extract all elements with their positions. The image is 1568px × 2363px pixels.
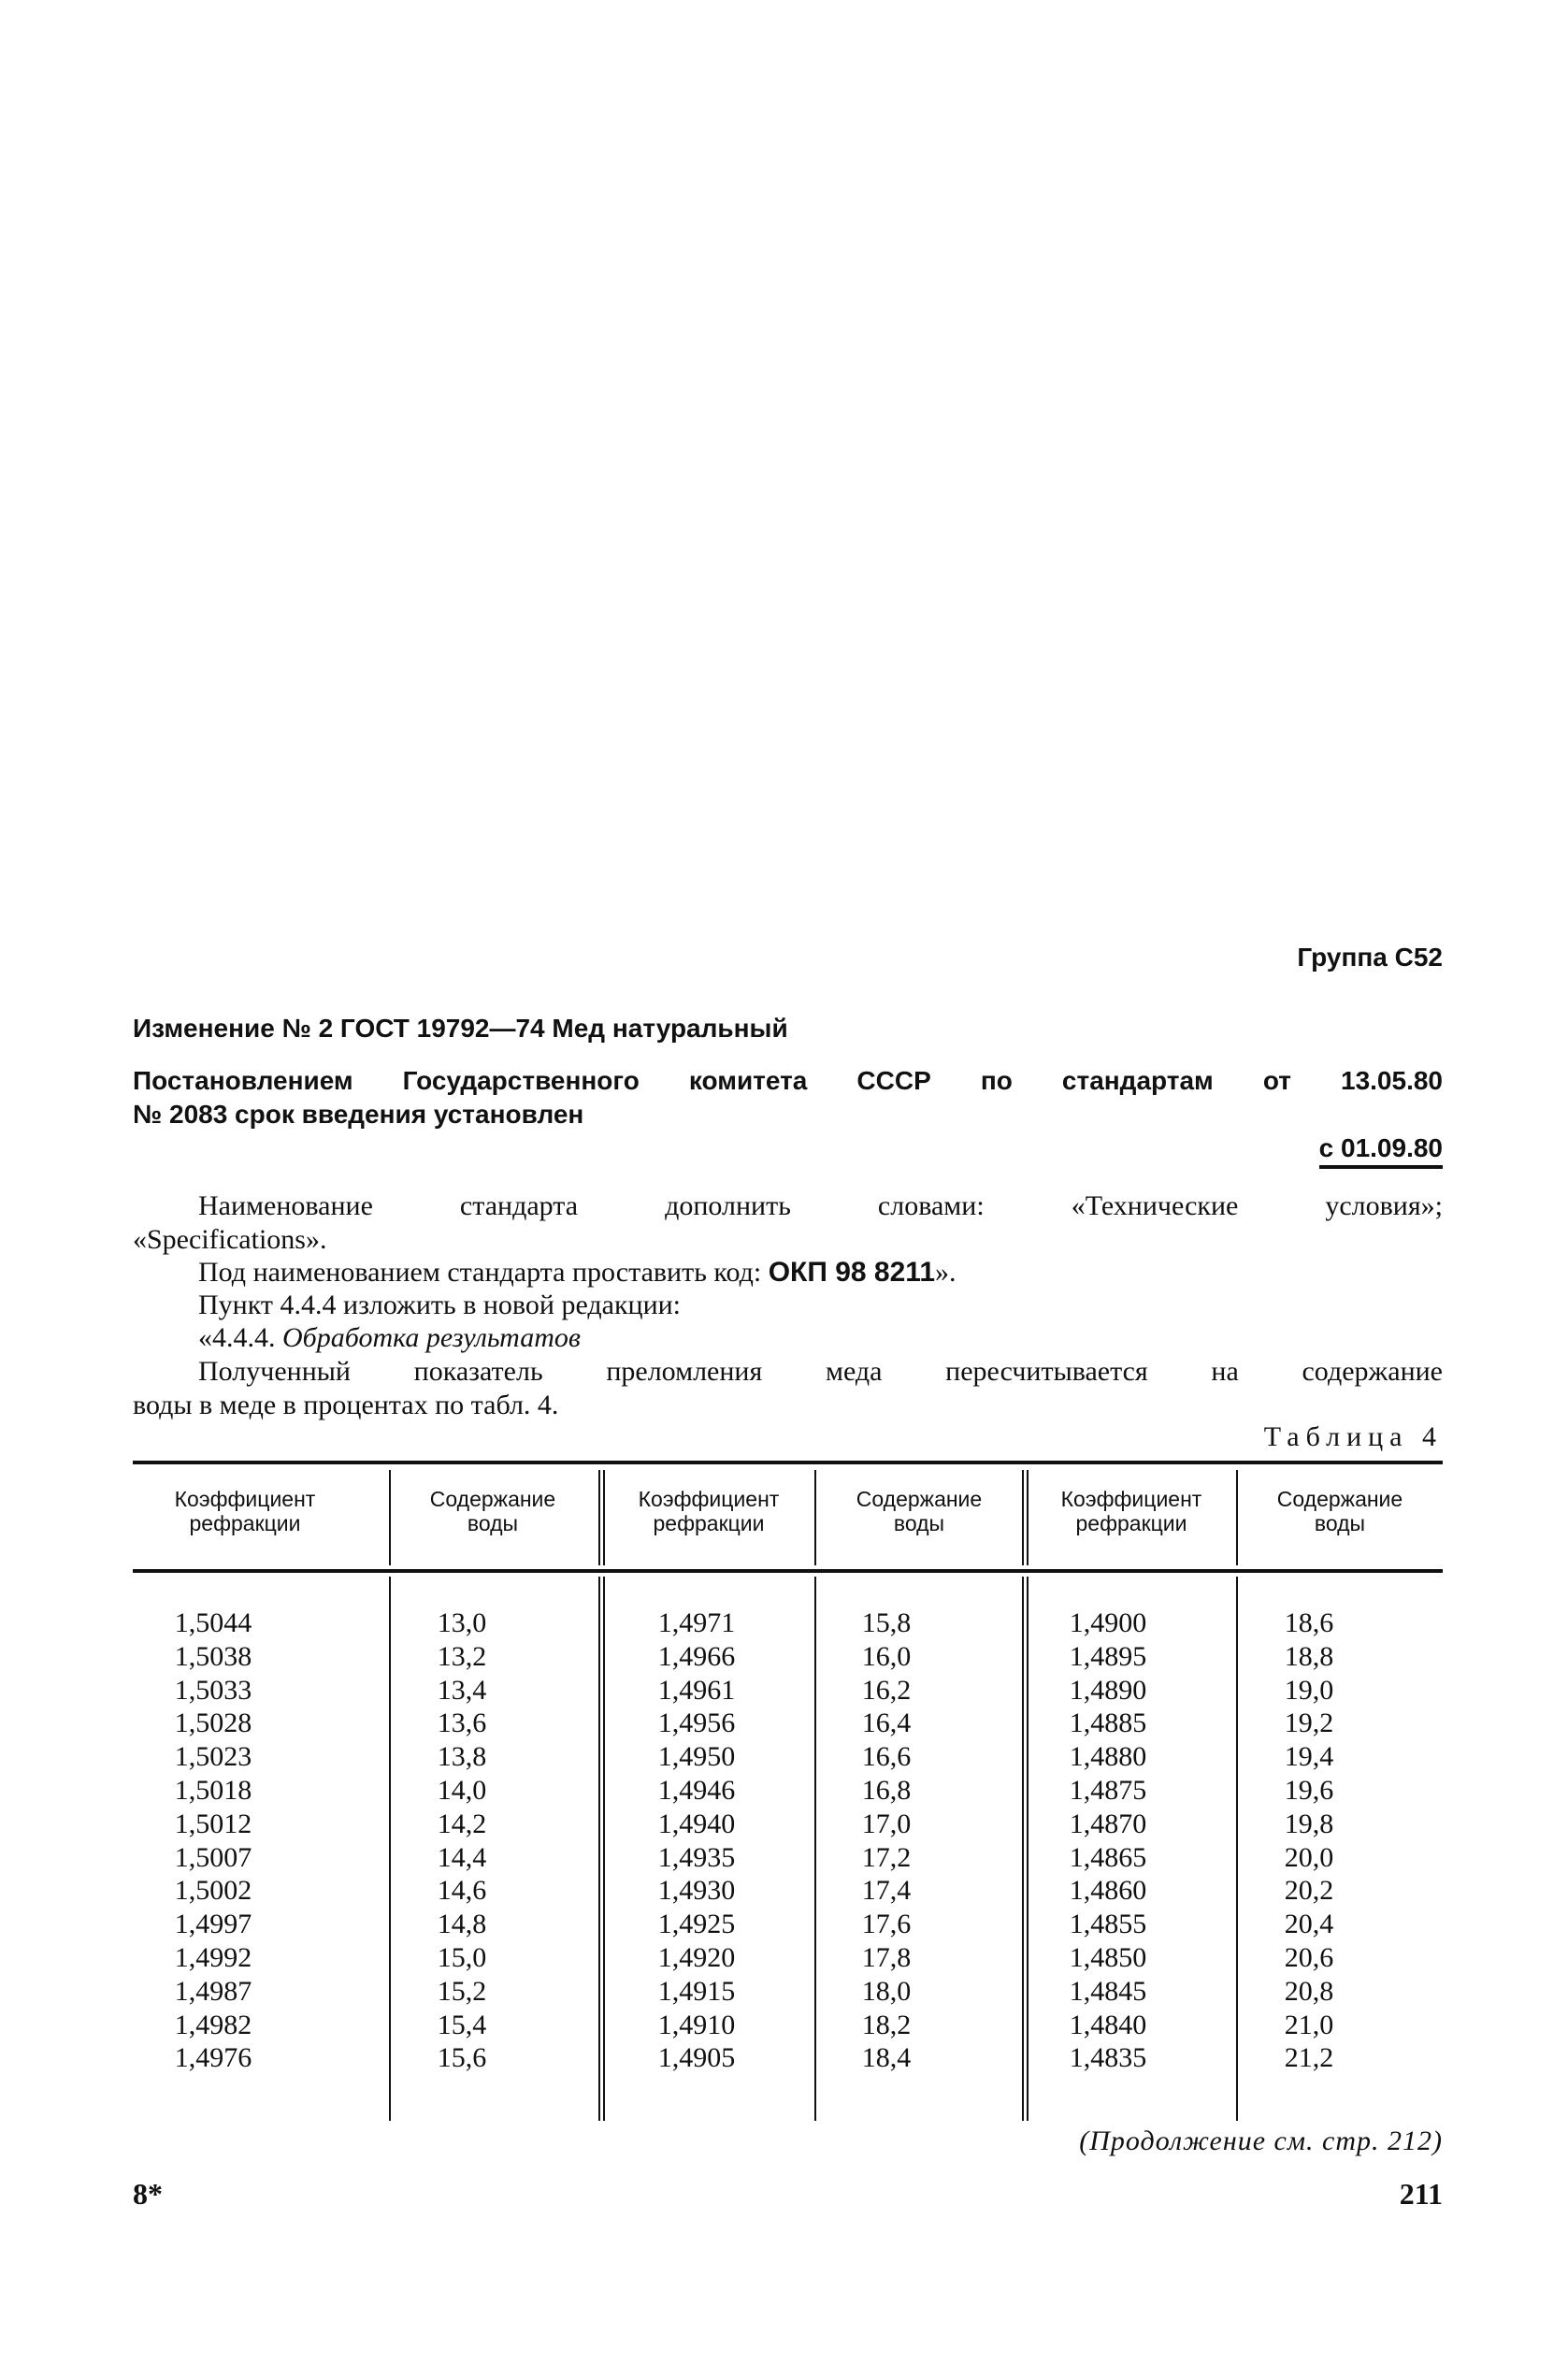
column-divider xyxy=(598,1577,600,2121)
group-label: Группа С52 xyxy=(1297,943,1443,972)
table-cell: 15,6 xyxy=(437,2042,487,2074)
continuation-note: (Продолжение см. стр. 212) xyxy=(1079,2125,1443,2156)
header-line: Содержание xyxy=(1276,1487,1403,1511)
table-cell: 14,4 xyxy=(437,1841,487,1873)
column-divider xyxy=(1236,1577,1238,2121)
header-refraction-coefficient xyxy=(1038,1487,1225,1535)
table-cell: 1,5028 xyxy=(174,1707,252,1739)
table-cell: 1,4946 xyxy=(657,1774,736,1806)
table-cell: 14,6 xyxy=(437,1875,487,1907)
header-refraction-coefficient xyxy=(151,1487,338,1535)
column-divider xyxy=(1022,1577,1024,2121)
table-cell: 16,4 xyxy=(861,1707,912,1739)
clause-number: «4.4.4. xyxy=(198,1322,282,1353)
decree-line-1: Постановлением Государственного комитета СССР по стандартам от 13.05.80 xyxy=(133,1066,1443,1095)
table-cell: 1,5012 xyxy=(174,1808,252,1839)
table-cell: 20,0 xyxy=(1284,1841,1334,1873)
table-cell: 1,4880 xyxy=(1069,1741,1147,1773)
table-cell: 19,6 xyxy=(1284,1774,1334,1806)
table-cell: 1,4940 xyxy=(657,1808,736,1839)
table-cell: 1,4930 xyxy=(657,1875,736,1907)
table-top-rule xyxy=(133,1461,1443,1464)
table-cell: 19,4 xyxy=(1284,1741,1334,1773)
table-cell: 20,2 xyxy=(1284,1875,1334,1907)
table-cell: 16,6 xyxy=(861,1741,912,1773)
table-cell: 17,6 xyxy=(861,1909,912,1940)
table-cell: 1,4895 xyxy=(1069,1640,1147,1672)
table-cell: 20,6 xyxy=(1284,1941,1334,1973)
table-cell: 16,2 xyxy=(861,1674,912,1706)
header-line: Содержание xyxy=(856,1487,983,1511)
header-refraction-coefficient xyxy=(615,1487,802,1535)
header-line: рефракции xyxy=(1075,1511,1187,1535)
effective-date: с 01.09.80 xyxy=(1319,1133,1443,1169)
table-cell: 21,2 xyxy=(1284,2042,1334,2074)
column-divider xyxy=(598,1470,600,1565)
table-cell: 18,8 xyxy=(1284,1640,1334,1672)
table-cell: 16,8 xyxy=(861,1774,912,1806)
table-cell: 20,8 xyxy=(1284,1975,1334,2007)
column-divider xyxy=(389,1577,391,2121)
column-divider xyxy=(603,1577,605,2121)
table-cell: 13,8 xyxy=(437,1741,487,1773)
table-cell: 1,4987 xyxy=(174,1975,252,2007)
table-cell: 17,4 xyxy=(861,1875,912,1907)
table-cell: 1,4890 xyxy=(1069,1674,1147,1706)
header-line: воды xyxy=(893,1511,945,1535)
table-cell: 1,5044 xyxy=(174,1607,252,1638)
header-line: воды xyxy=(467,1511,519,1535)
table-cell: 1,4845 xyxy=(1069,1975,1147,2007)
table-cell: 13,0 xyxy=(437,1607,487,1638)
table-cell: 17,0 xyxy=(861,1808,912,1839)
table-cell: 19,2 xyxy=(1284,1707,1334,1739)
table-cell: 20,4 xyxy=(1284,1909,1334,1940)
table-cell: 1,4982 xyxy=(174,2009,252,2040)
page-number: 211 xyxy=(1399,2177,1443,2211)
table-cell: 18,4 xyxy=(861,2042,912,2074)
column-divider xyxy=(603,1470,605,1565)
paragraph-2 xyxy=(198,1256,957,1290)
clause-title: Обработка результатов xyxy=(282,1322,581,1353)
paragraph-1-line-1: Наименование стандарта дополнить словами: «Технические условия»; xyxy=(198,1190,1443,1221)
table-cell: 1,5038 xyxy=(174,1640,252,1672)
table-cell: 1,4915 xyxy=(657,1975,736,2007)
decree-line-2: № 2083 срок введения установлен xyxy=(133,1100,584,1129)
table-cell: 1,4865 xyxy=(1069,1841,1147,1873)
header-line: воды xyxy=(1314,1511,1366,1535)
table-cell: 1,4860 xyxy=(1069,1875,1147,1907)
column-water-1 xyxy=(392,1607,532,2075)
table-cell: 1,4925 xyxy=(657,1909,736,1940)
table-cell: 1,5033 xyxy=(174,1674,252,1706)
header-line: Коэффициент xyxy=(174,1487,316,1511)
table-cell: 1,4992 xyxy=(174,1941,252,1973)
table-cell: 14,0 xyxy=(437,1774,487,1806)
paragraph-2-end: ». xyxy=(935,1257,957,1288)
column-divider xyxy=(814,1470,816,1565)
column-water-3 xyxy=(1239,1607,1379,2075)
table-cell: 1,4870 xyxy=(1069,1808,1147,1839)
table-cell: 1,4956 xyxy=(657,1707,736,1739)
paragraph-3: Пункт 4.4.4 изложить в новой редакции: xyxy=(198,1290,682,1320)
table-cell: 1,5018 xyxy=(174,1774,252,1806)
table-caption: Таблица 4 xyxy=(1263,1421,1443,1452)
table-header-rule xyxy=(133,1569,1443,1573)
paragraph-1-line-2: «Specifications». xyxy=(133,1224,327,1255)
table-cell: 14,8 xyxy=(437,1909,487,1940)
table-cell: 19,8 xyxy=(1284,1808,1334,1839)
table-cell: 1,4840 xyxy=(1069,2009,1147,2040)
header-line: рефракции xyxy=(653,1511,765,1535)
table-cell: 1,4910 xyxy=(657,2009,736,2040)
table-cell: 1,4966 xyxy=(657,1640,736,1672)
column-divider xyxy=(389,1470,391,1565)
table-cell: 1,5007 xyxy=(174,1841,252,1873)
table-cell: 1,4850 xyxy=(1069,1941,1147,1973)
table-cell: 1,4935 xyxy=(657,1841,736,1873)
table-cell: 15,0 xyxy=(437,1941,487,1973)
table-cell: 18,0 xyxy=(861,1975,912,2007)
okp-code: ОКП 98 8211 xyxy=(768,1257,936,1288)
signature-mark: 8* xyxy=(133,2177,163,2211)
paragraph-5-line-2: воды в меде в процентах по табл. 4. xyxy=(133,1390,559,1420)
column-divider xyxy=(1236,1470,1238,1565)
table-cell: 1,4950 xyxy=(657,1741,736,1773)
table-cell: 1,4920 xyxy=(657,1941,736,1973)
table-cell: 1,5023 xyxy=(174,1741,252,1773)
table-cell: 1,4900 xyxy=(1069,1607,1147,1638)
table-cell: 1,4961 xyxy=(657,1674,736,1706)
table-cell: 15,2 xyxy=(437,1975,487,2007)
table-cell: 1,4875 xyxy=(1069,1774,1147,1806)
table-cell: 1,4976 xyxy=(174,2042,252,2074)
table-cell: 15,8 xyxy=(861,1607,912,1638)
table-cell: 18,2 xyxy=(861,2009,912,2040)
header-line: Коэффициент xyxy=(638,1487,780,1511)
table-cell: 17,8 xyxy=(861,1941,912,1973)
table-cell: 1,4971 xyxy=(657,1607,736,1638)
table-cell: 1,4855 xyxy=(1069,1909,1147,1940)
table-cell: 1,4885 xyxy=(1069,1707,1147,1739)
table-cell: 15,4 xyxy=(437,2009,487,2040)
column-water-2 xyxy=(816,1607,957,2075)
table-cell: 1,4997 xyxy=(174,1909,252,1940)
table-cell: 18,6 xyxy=(1284,1607,1334,1638)
table-cell: 1,4835 xyxy=(1069,2042,1147,2074)
document-title: Изменение № 2 ГОСТ 19792—74 Мед натуральный xyxy=(133,1014,788,1043)
header-water-content xyxy=(399,1487,586,1535)
table-cell: 13,6 xyxy=(437,1707,487,1739)
table-cell: 14,2 xyxy=(437,1808,487,1839)
column-refraction-1 xyxy=(143,1607,283,2075)
column-divider xyxy=(1027,1577,1029,2121)
table-cell: 13,4 xyxy=(437,1674,487,1706)
column-divider xyxy=(1022,1470,1024,1565)
table-cell: 17,2 xyxy=(861,1841,912,1873)
column-refraction-2 xyxy=(626,1607,767,2075)
paragraph-4 xyxy=(198,1321,581,1355)
column-divider xyxy=(1027,1470,1029,1565)
header-line: Содержание xyxy=(429,1487,556,1511)
table-cell: 19,0 xyxy=(1284,1674,1334,1706)
table-cell: 1,5002 xyxy=(174,1875,252,1907)
header-line: рефракции xyxy=(189,1511,301,1535)
column-refraction-3 xyxy=(1038,1607,1178,2075)
paragraph-2-text: Под наименованием стандарта проставить код: xyxy=(198,1257,769,1288)
header-line: Коэффициент xyxy=(1060,1487,1202,1511)
header-water-content xyxy=(826,1487,1013,1535)
table-cell: 16,0 xyxy=(861,1640,912,1672)
header-water-content xyxy=(1246,1487,1433,1535)
table-cell: 1,4905 xyxy=(657,2042,736,2074)
table-cell: 21,0 xyxy=(1284,2009,1334,2040)
table-cell: 13,2 xyxy=(437,1640,487,1672)
paragraph-5-line-1: Полученный показатель преломления меда пересчитывается на содержание xyxy=(198,1356,1443,1387)
